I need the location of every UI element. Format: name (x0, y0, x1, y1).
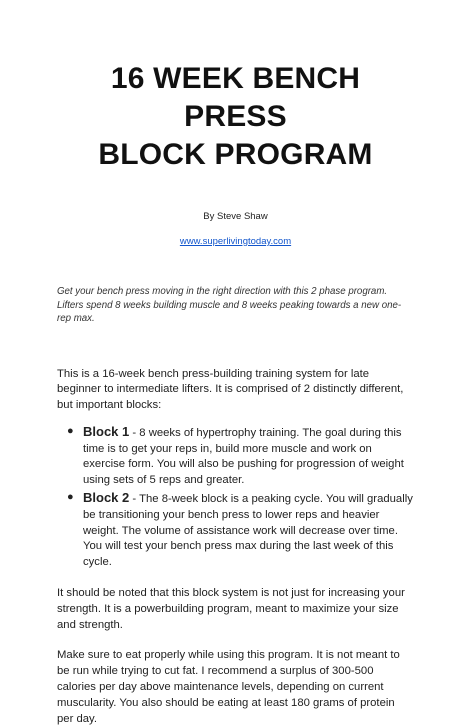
list-item (57, 490, 414, 571)
block-name: Block 1 (83, 423, 130, 439)
title-line-2: BLOCK PROGRAM (98, 138, 373, 171)
bullet-icon: ● (67, 491, 74, 504)
powerbuilding-paragraph: It should be noted that this block system is not just for increasing your strength. It is a powerbuilding program, meant to maximize your size and strength. (57, 587, 405, 631)
bullet-icon: ● (67, 424, 74, 437)
overview-paragraph: This is a 16-week bench press-building training system for late beginner to intermediate lifters. It is comprised of 2 distinctly different, but important blocks: (57, 367, 404, 412)
nutrition-paragraph: Make sure to eat properly while using this program. It is not meant to be run while trying to cut fat. I recommend a surplus of 300-500 calories per day above maintenance levels, depending on current muscularity. You also should be eating at least 180 grams of protein per day. (57, 649, 400, 725)
list-item (57, 424, 414, 489)
author-line: By Steve Shaw (203, 211, 268, 222)
block-description: - 8 weeks of hypertrophy training. The goal during this time is to get your reps in, build more muscle and work on exercise form. You will also be pushing for progression of weight using sets of 5 reps and greater. (83, 426, 404, 487)
block-description: - The 8-week block is a peaking cycle. You will gradually be transitioning your bench press to lower reps and heavier weight. The volume of assistance work will decrease over time. You will test your bench press max during the last week of this cycle. (83, 493, 413, 569)
intro-paragraph: Get your bench press moving in the right direction with this 2 phase program. Lifters spend 8 weeks building muscle and 8 weeks peaking towards a new one-rep max. (57, 286, 402, 324)
blocks-list (57, 424, 414, 571)
block-name: Block 2 (83, 490, 130, 506)
title-line-1: 16 WEEK BENCH PRESS (110, 62, 361, 133)
website-link[interactable]: www.superlivingtoday.com (179, 236, 292, 247)
document-title (57, 60, 414, 174)
website-line (57, 236, 414, 248)
